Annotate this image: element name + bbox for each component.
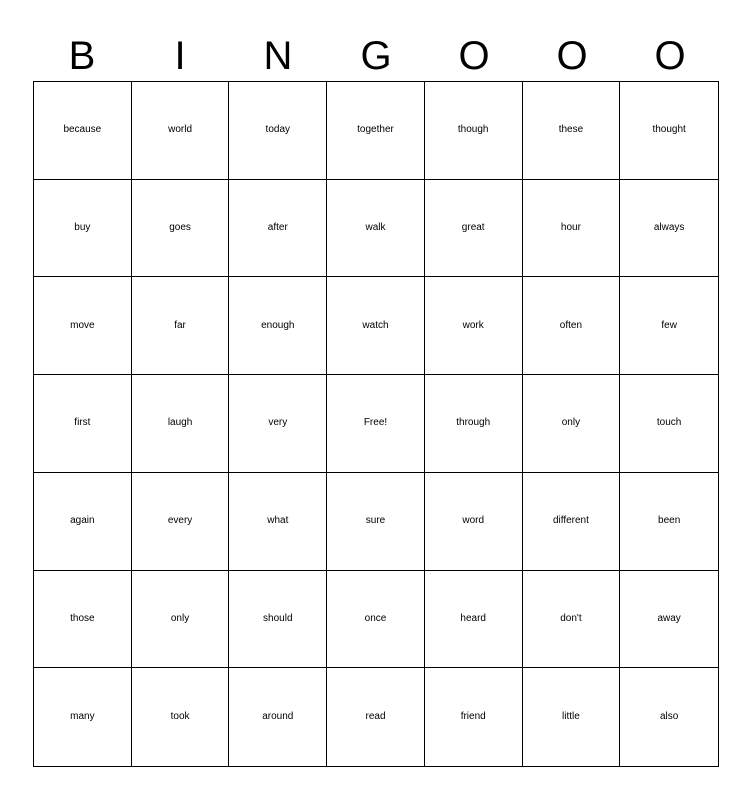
header-letter: G — [360, 34, 392, 78]
bingo-cell[interactable]: don't — [523, 571, 621, 669]
bingo-cell[interactable]: after — [229, 180, 327, 278]
header-letter: B — [68, 34, 96, 78]
bingo-cell[interactable]: first — [34, 375, 132, 473]
bingo-cell[interactable]: watch — [327, 277, 425, 375]
bingo-cell[interactable]: today — [229, 82, 327, 180]
bingo-cell[interactable]: sure — [327, 473, 425, 571]
bingo-cell[interactable]: through — [425, 375, 523, 473]
bingo-cell[interactable]: around — [229, 668, 327, 766]
bingo-cell[interactable]: word — [425, 473, 523, 571]
bingo-cell[interactable]: walk — [327, 180, 425, 278]
bingo-cell[interactable]: heard — [425, 571, 523, 669]
header-letter: O — [654, 34, 686, 78]
bingo-cell[interactable]: buy — [34, 180, 132, 278]
bingo-cell[interactable]: only — [523, 375, 621, 473]
bingo-cell[interactable]: work — [425, 277, 523, 375]
bingo-cell[interactable]: also — [659, 711, 679, 723]
bingo-cell[interactable]: read — [327, 668, 425, 766]
bingo-cell[interactable]: enough — [229, 277, 327, 375]
bingo-cell[interactable]: should — [229, 571, 327, 669]
bingo-cell[interactable]: those — [34, 571, 132, 669]
bingo-header — [33, 30, 719, 82]
bingo-cell[interactable]: great — [425, 180, 523, 278]
bingo-cell[interactable]: very — [229, 375, 327, 473]
bingo-cell[interactable]: move — [34, 277, 132, 375]
bingo-cell[interactable]: Free! — [327, 375, 425, 473]
bingo-cell[interactable]: often — [523, 277, 621, 375]
bingo-cell[interactable]: though — [425, 82, 523, 180]
bingo-cell[interactable]: these — [523, 82, 621, 180]
bingo-cell[interactable]: little — [523, 668, 621, 766]
bingo-cell[interactable]: thought — [620, 82, 718, 180]
header-letter: N — [263, 34, 293, 78]
bingo-cell[interactable]: away — [620, 571, 718, 669]
bingo-cell[interactable]: hour — [523, 180, 621, 278]
bingo-cell[interactable]: friend — [425, 668, 523, 766]
bingo-cell[interactable]: few — [620, 277, 718, 375]
bingo-cell[interactable]: again — [34, 473, 132, 571]
bingo-cell[interactable]: every — [132, 473, 230, 571]
bingo-cell[interactable]: what — [229, 473, 327, 571]
bingo-cell[interactable]: took — [132, 668, 230, 766]
bingo-cell[interactable]: many — [34, 668, 132, 766]
bingo-cell[interactable]: always — [620, 180, 718, 278]
bingo-cell[interactable]: together — [327, 82, 425, 180]
bingo-cell[interactable]: been — [620, 473, 718, 571]
bingo-cell[interactable]: touch — [620, 375, 718, 473]
bingo-cell[interactable]: far — [132, 277, 230, 375]
bingo-cell[interactable]: laugh — [132, 375, 230, 473]
bingo-cell[interactable]: world — [132, 82, 230, 180]
header-letter: O — [556, 34, 588, 78]
bingo-cell[interactable]: once — [327, 571, 425, 669]
header-letter: I — [174, 34, 186, 78]
bingo-cell[interactable]: different — [523, 473, 621, 571]
header-letter: O — [458, 34, 490, 78]
bingo-cell[interactable]: because — [34, 82, 132, 180]
bingo-cell[interactable]: only — [132, 571, 230, 669]
bingo-cell[interactable]: goes — [132, 180, 230, 278]
bingo-board — [33, 81, 719, 767]
